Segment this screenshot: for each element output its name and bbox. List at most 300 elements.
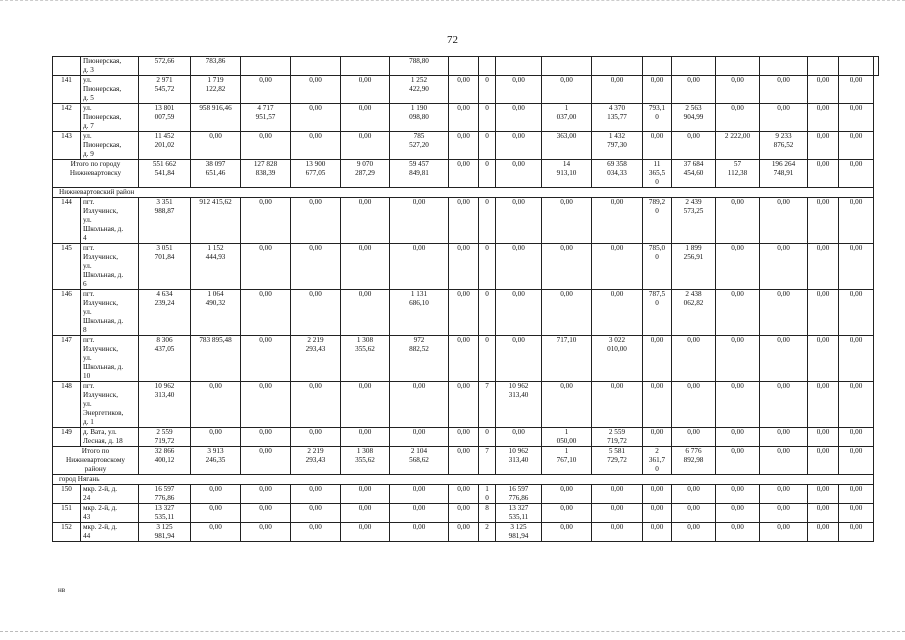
table-cell: 152 — [53, 523, 81, 542]
table-cell: 0,00 — [496, 160, 542, 188]
table-cell: 2 559 719,72 — [139, 428, 191, 447]
table-cell: 0,00 — [291, 523, 341, 542]
table-cell: 0,00 — [839, 428, 874, 447]
table-cell: 0,00 — [341, 198, 390, 244]
table-cell: 0,00 — [839, 382, 874, 428]
table-cell: 2 563 904,99 — [672, 104, 716, 132]
table-cell: 7 — [479, 382, 496, 428]
table-cell — [291, 57, 341, 76]
table-cell: 0,00 — [716, 485, 760, 504]
table-cell: 16 597 776,86 — [139, 485, 191, 504]
table-cell: 2 222,00 — [716, 132, 760, 160]
table-cell: 0,00 — [716, 244, 760, 290]
table-cell: 0,00 — [716, 336, 760, 382]
table-cell: 5 581 729,72 — [592, 447, 643, 475]
table-cell: город Нягань — [53, 475, 874, 485]
table-cell: 0,00 — [390, 198, 449, 244]
table-cell: 0,00 — [291, 428, 341, 447]
table-cell: мкр. 2-й, д. 44 — [81, 523, 139, 542]
table-cell: 0 — [479, 104, 496, 132]
table-cell: 10 962 313,40 — [139, 382, 191, 428]
table-cell: 0,00 — [449, 336, 479, 382]
table-cell: 0,00 — [341, 290, 390, 336]
table-cell: 0,00 — [839, 336, 874, 382]
table-cell: 0,00 — [241, 382, 291, 428]
table-cell: 9 070 287,29 — [341, 160, 390, 188]
table-cell: 0 — [479, 336, 496, 382]
table-cell: 0,00 — [808, 447, 839, 475]
table-cell: 1 252 422,90 — [390, 76, 449, 104]
table-cell: 0,00 — [808, 244, 839, 290]
table-cell: 0,00 — [760, 76, 808, 104]
table-cell: 0,00 — [191, 382, 241, 428]
table-cell: 0,00 — [760, 485, 808, 504]
table-cell: 0,00 — [390, 382, 449, 428]
table-cell: 13 327 535,11 — [139, 504, 191, 523]
table-cell: 0,00 — [341, 132, 390, 160]
table-cell: 0,00 — [839, 523, 874, 542]
table-cell: 2 439 573,25 — [672, 198, 716, 244]
table-cell: 196 264 748,91 — [760, 160, 808, 188]
table-cell: 143 — [53, 132, 81, 160]
table-cell: мкр. 2-й, д. 24 — [81, 485, 139, 504]
table-cell: 0,00 — [390, 244, 449, 290]
table-row — [53, 428, 879, 447]
table-row — [53, 290, 879, 336]
table-cell: Пионерская, д. 3 — [81, 57, 139, 76]
table-cell: 10 962 313,40 — [496, 447, 542, 475]
table-row — [53, 57, 879, 76]
table-cell: 0,00 — [241, 244, 291, 290]
table-cell: 0,00 — [672, 428, 716, 447]
table-cell: 0,00 — [341, 76, 390, 104]
table-cell: мкр. 2-й, д. 43 — [81, 504, 139, 523]
table-cell: 16 597 776,86 — [496, 485, 542, 504]
table-cell: 0,00 — [716, 198, 760, 244]
table-cell: 0,00 — [542, 504, 592, 523]
table-cell: 0,00 — [672, 504, 716, 523]
table-cell: 0,00 — [643, 132, 672, 160]
table-cell: 0,00 — [808, 104, 839, 132]
table-cell — [449, 57, 479, 76]
table-cell: 0,00 — [241, 428, 291, 447]
table-cell: 38 097 651,46 — [191, 160, 241, 188]
table-cell: 1 064 490,32 — [191, 290, 241, 336]
table-cell: 1 131 686,10 — [390, 290, 449, 336]
table-cell: 146 — [53, 290, 81, 336]
footnote-mark: нв — [58, 586, 66, 594]
table-row — [53, 198, 879, 244]
table-cell: 0,00 — [808, 290, 839, 336]
table-cell — [592, 57, 643, 76]
table-cell: 3 913 246,35 — [191, 447, 241, 475]
table-cell: 0,00 — [496, 244, 542, 290]
table-cell — [874, 57, 879, 76]
table-cell: 0,00 — [390, 504, 449, 523]
table-cell: 0,00 — [449, 76, 479, 104]
table-cell: 0,00 — [390, 428, 449, 447]
table-cell: 0,00 — [592, 504, 643, 523]
table-cell: 551 662 541,84 — [139, 160, 191, 188]
table-cell: 0,00 — [449, 104, 479, 132]
table-cell: 0,00 — [390, 523, 449, 542]
table-cell — [760, 57, 808, 76]
table-row — [53, 504, 879, 523]
table-cell: 0,00 — [291, 76, 341, 104]
table-cell: 1 308 355,62 — [341, 447, 390, 475]
table-cell — [542, 57, 592, 76]
table-cell: 0,00 — [291, 244, 341, 290]
table-cell: 0,00 — [341, 104, 390, 132]
table-cell: 8 — [479, 504, 496, 523]
section-row — [53, 188, 879, 198]
table-cell: 0,00 — [241, 290, 291, 336]
table-cell: 0,00 — [643, 382, 672, 428]
table-cell: 0,00 — [241, 523, 291, 542]
table-cell: 57 112,38 — [716, 160, 760, 188]
table-cell: 0,00 — [291, 198, 341, 244]
table-cell: 142 — [53, 104, 81, 132]
table-cell: 0,00 — [449, 504, 479, 523]
table-cell: 147 — [53, 336, 81, 382]
table-cell: 148 — [53, 382, 81, 428]
table-cell: 13 900 677,05 — [291, 160, 341, 188]
table-cell: 0,00 — [592, 382, 643, 428]
table-cell: 0,00 — [496, 198, 542, 244]
table-cell: 6 776 892,98 — [672, 447, 716, 475]
table-cell: 144 — [53, 198, 81, 244]
table-cell: 1 050,00 — [542, 428, 592, 447]
table-cell — [241, 57, 291, 76]
table-cell: 0,00 — [839, 447, 874, 475]
table-cell: пгт. Излучинск, ул. Энергетиков, д. 1 — [81, 382, 139, 428]
table-cell: 0,00 — [760, 104, 808, 132]
table-cell: 0,00 — [449, 198, 479, 244]
table-cell: 0,00 — [191, 428, 241, 447]
table-cell: 0,00 — [760, 290, 808, 336]
table-row — [53, 485, 879, 504]
table-cell: 0,00 — [808, 523, 839, 542]
table-cell: 0,00 — [672, 132, 716, 160]
table-cell: 10 962 313,40 — [496, 382, 542, 428]
table-cell: 0,00 — [449, 132, 479, 160]
table-cell: 0,00 — [592, 290, 643, 336]
table-cell — [479, 57, 496, 76]
table-cell: 4 634 239,24 — [139, 290, 191, 336]
table-cell — [839, 57, 874, 76]
table-cell: 0 — [479, 428, 496, 447]
table-row — [53, 523, 879, 542]
table-cell: 0,00 — [291, 485, 341, 504]
table-cell: 151 — [53, 504, 81, 523]
table-cell: 0,00 — [241, 198, 291, 244]
table-cell: 783 895,48 — [191, 336, 241, 382]
table-cell: 572,66 — [139, 57, 191, 76]
table-cell — [716, 57, 760, 76]
scan-top-edge — [0, 0, 905, 2]
table-cell: 0,00 — [643, 485, 672, 504]
table-cell: 793,1 0 — [643, 104, 672, 132]
table-cell: 0,00 — [241, 76, 291, 104]
table-cell: 0,00 — [449, 244, 479, 290]
table-cell: 32 866 400,12 — [139, 447, 191, 475]
table-cell — [672, 57, 716, 76]
table-cell: 0,00 — [291, 290, 341, 336]
table-cell: 0 — [479, 290, 496, 336]
table-cell: 0,00 — [839, 290, 874, 336]
table-cell: 0,00 — [341, 485, 390, 504]
table-cell: 0,00 — [542, 244, 592, 290]
table-cell: 2 104 568,62 — [390, 447, 449, 475]
table-cell: 4 370 135,77 — [592, 104, 643, 132]
table-cell: 0,00 — [496, 76, 542, 104]
table-cell: 0,00 — [341, 382, 390, 428]
table-cell: 11 365,5 0 — [643, 160, 672, 188]
table-cell: 0,00 — [449, 447, 479, 475]
table-cell: 0,00 — [643, 523, 672, 542]
table-cell: 972 882,52 — [390, 336, 449, 382]
table-cell: Итого по городу Нижневартовску — [53, 160, 139, 188]
table-cell: 0,00 — [643, 428, 672, 447]
table-cell: 1 0 — [479, 485, 496, 504]
table-row — [53, 244, 879, 290]
table-cell: 0,00 — [241, 485, 291, 504]
table-cell: 363,00 — [542, 132, 592, 160]
table-cell: 0,00 — [808, 198, 839, 244]
table-cell: 3 125 981,94 — [139, 523, 191, 542]
table-cell: пгт. Излучинск, ул. Школьная, д. 6 — [81, 244, 139, 290]
table-cell: 0,00 — [839, 504, 874, 523]
table-row — [53, 336, 879, 382]
table-row — [53, 104, 879, 132]
table-cell — [496, 57, 542, 76]
table-cell: 0,00 — [839, 244, 874, 290]
table-cell: 141 — [53, 76, 81, 104]
table-cell: 0,00 — [291, 504, 341, 523]
table-cell: 0,00 — [760, 523, 808, 542]
table-cell: 1 719 122,82 — [191, 76, 241, 104]
table-cell: 0,00 — [592, 198, 643, 244]
table-cell: 0,00 — [839, 104, 874, 132]
table-cell: 0,00 — [808, 336, 839, 382]
table-cell: 0,00 — [808, 504, 839, 523]
table-cell: 0,00 — [191, 485, 241, 504]
table-cell: 3 051 701,84 — [139, 244, 191, 290]
table-cell: 0,00 — [760, 428, 808, 447]
table-cell: 0,00 — [760, 336, 808, 382]
table-cell: 69 358 034,33 — [592, 160, 643, 188]
table-cell: 3 125 981,94 — [496, 523, 542, 542]
table-cell: 0,00 — [716, 504, 760, 523]
table-cell: 0,00 — [449, 485, 479, 504]
table-cell: 717,10 — [542, 336, 592, 382]
table-cell: 2 438 062,82 — [672, 290, 716, 336]
table-cell: 0,00 — [760, 447, 808, 475]
table-cell: 1 432 797,30 — [592, 132, 643, 160]
table-cell: 0,00 — [496, 428, 542, 447]
table-cell: Нижневартовский район — [53, 188, 874, 198]
table-cell: 0,00 — [760, 244, 808, 290]
table-cell: 37 684 454,60 — [672, 160, 716, 188]
table-cell: 783,86 — [191, 57, 241, 76]
total-row — [53, 447, 879, 475]
table-cell: 0,00 — [808, 485, 839, 504]
table-cell: 0 — [479, 244, 496, 290]
table-cell: 0,00 — [643, 336, 672, 382]
table-cell: 0,00 — [839, 76, 874, 104]
table-cell: 785 527,20 — [390, 132, 449, 160]
scan-bottom-edge — [0, 631, 905, 633]
table-cell: 2 971 545,72 — [139, 76, 191, 104]
table-cell: 958 916,46 — [191, 104, 241, 132]
table-cell: 0,00 — [592, 523, 643, 542]
table-cell: 0,00 — [542, 198, 592, 244]
table-cell: 0,00 — [808, 428, 839, 447]
table-cell: 0,00 — [449, 382, 479, 428]
table-cell: 1 899 256,91 — [672, 244, 716, 290]
table-cell: 788,80 — [390, 57, 449, 76]
table-cell: 0,00 — [808, 132, 839, 160]
table-cell: 789,2 0 — [643, 198, 672, 244]
table-cell: 0,00 — [716, 428, 760, 447]
table-cell: 13 801 007,59 — [139, 104, 191, 132]
table-cell: 0,00 — [341, 244, 390, 290]
table-cell: 0,00 — [291, 132, 341, 160]
section-row — [53, 475, 879, 485]
table-cell: ул. Пионерская, д. 5 — [81, 76, 139, 104]
table-cell: 0,00 — [839, 198, 874, 244]
table-cell: 59 457 849,81 — [390, 160, 449, 188]
table-cell: 0,00 — [672, 336, 716, 382]
table-cell: 11 452 201,02 — [139, 132, 191, 160]
table-cell: 0,00 — [672, 76, 716, 104]
table-cell: 0,00 — [643, 504, 672, 523]
table-cell: 8 306 437,05 — [139, 336, 191, 382]
table-cell: 0,00 — [449, 290, 479, 336]
table-cell: ул. Пионерская, д. 9 — [81, 132, 139, 160]
table-cell: ул. Пионерская, д. 7 — [81, 104, 139, 132]
table-cell: 0,00 — [449, 523, 479, 542]
table-cell: 0,00 — [672, 485, 716, 504]
table-cell: пгт. Излучинск, ул. Школьная, д. 10 — [81, 336, 139, 382]
table-cell: 0,00 — [390, 485, 449, 504]
table-cell: 0,00 — [760, 382, 808, 428]
table-cell: 0,00 — [716, 382, 760, 428]
table-cell — [808, 57, 839, 76]
table-cell: 2 559 719,72 — [592, 428, 643, 447]
table-cell: 0,00 — [839, 485, 874, 504]
table-cell: 149 — [53, 428, 81, 447]
table-cell: 14 913,10 — [542, 160, 592, 188]
table-cell: 0,00 — [496, 104, 542, 132]
table-cell — [643, 57, 672, 76]
table-cell: 0 — [479, 132, 496, 160]
table-cell: 0,00 — [839, 132, 874, 160]
table-cell: 0,00 — [716, 76, 760, 104]
table-cell: 0,00 — [496, 336, 542, 382]
table-cell: 0,00 — [191, 132, 241, 160]
table-cell: 0,00 — [716, 290, 760, 336]
table-row — [53, 382, 879, 428]
table-cell: 3 351 988,87 — [139, 198, 191, 244]
table-cell: 785,0 0 — [643, 244, 672, 290]
budget-table — [52, 56, 879, 542]
table-cell: 0,00 — [839, 160, 874, 188]
table-cell: 0 — [479, 76, 496, 104]
table-row — [53, 76, 879, 104]
table-cell: 0,00 — [643, 76, 672, 104]
table-cell: 0,00 — [241, 336, 291, 382]
table-cell: 0,00 — [542, 382, 592, 428]
table-cell: 4 717 951,57 — [241, 104, 291, 132]
table-cell: 2 361,7 0 — [643, 447, 672, 475]
table-cell: 0,00 — [672, 382, 716, 428]
table-cell: 0,00 — [241, 504, 291, 523]
table-cell: пгт. Излучинск, ул. Школьная, д. 8 — [81, 290, 139, 336]
table-cell: 2 219 293,43 — [291, 336, 341, 382]
table-cell: 0,00 — [592, 485, 643, 504]
table-cell: 0,00 — [808, 382, 839, 428]
table-cell: 0,00 — [542, 290, 592, 336]
table-cell — [341, 57, 390, 76]
total-row — [53, 160, 879, 188]
table-cell: 2 219 293,43 — [291, 447, 341, 475]
table-cell: 0,00 — [672, 523, 716, 542]
table-cell: д. Вата, ул. Лесная, д. 18 — [81, 428, 139, 447]
table-cell: 1 152 444,93 — [191, 244, 241, 290]
table-cell: 7 — [479, 447, 496, 475]
table-cell: 0,00 — [191, 523, 241, 542]
table-cell: 9 233 876,52 — [760, 132, 808, 160]
table-cell: 0,00 — [341, 523, 390, 542]
table-cell: 127 828 838,39 — [241, 160, 291, 188]
table-cell: 0,00 — [760, 198, 808, 244]
table-cell: Итого по Нижневартовскому району — [53, 447, 139, 475]
table-cell: 0,00 — [449, 428, 479, 447]
table-cell: 13 327 535,11 — [496, 504, 542, 523]
table-cell: 150 — [53, 485, 81, 504]
table-cell: 0 — [479, 160, 496, 188]
table-cell: 0,00 — [241, 447, 291, 475]
table-cell: 0,00 — [592, 76, 643, 104]
table-cell: 0,00 — [341, 428, 390, 447]
table-cell: 0,00 — [241, 132, 291, 160]
table-cell: 1 190 098,80 — [390, 104, 449, 132]
table-cell: 0,00 — [716, 104, 760, 132]
table-cell: 0,00 — [808, 76, 839, 104]
table-cell: 1 308 355,62 — [341, 336, 390, 382]
table-cell: 787,5 0 — [643, 290, 672, 336]
table-cell: 0,00 — [542, 485, 592, 504]
table-row — [53, 132, 879, 160]
table-cell: пгт. Излучинск, ул. Школьная, д. 4 — [81, 198, 139, 244]
table-cell: 0,00 — [291, 382, 341, 428]
table-cell: 0,00 — [716, 447, 760, 475]
table-cell: 0,00 — [542, 76, 592, 104]
table-cell: 0,00 — [760, 504, 808, 523]
table-cell: 0 — [479, 198, 496, 244]
table-cell: 0,00 — [496, 132, 542, 160]
table-cell: 145 — [53, 244, 81, 290]
page-number: 72 — [447, 34, 458, 46]
table-cell: 0,00 — [449, 160, 479, 188]
table-cell — [53, 57, 81, 76]
table-cell: 0,00 — [496, 290, 542, 336]
table-cell: 2 — [479, 523, 496, 542]
table-cell: 0,00 — [716, 523, 760, 542]
table-cell: 0,00 — [808, 160, 839, 188]
table-cell: 912 415,62 — [191, 198, 241, 244]
